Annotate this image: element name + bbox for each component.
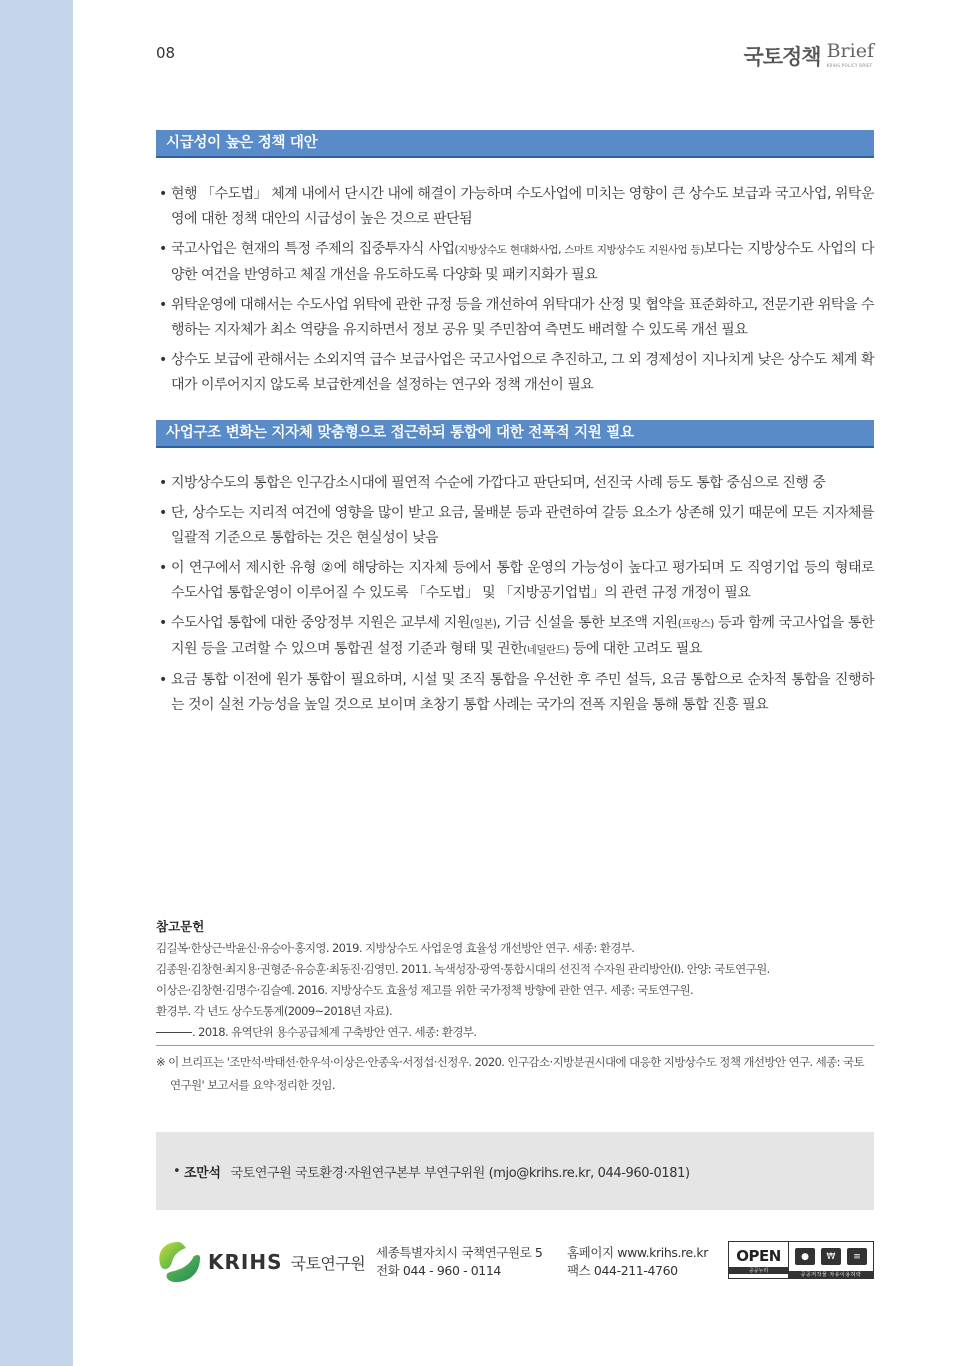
phone-text: 전화 044 - 960 - 0114 [376,1263,501,1278]
list-item: • 상수도 보급에 관해서는 소외지역 급수 보급사업은 국고사업으로 추진하고, 그 외 경제성이 지나치게 낮은 상수도 체계 확대가 이루어지지 않도록 보급한계선을 설정하는 연구와 정책 개선이 필요 [156,348,874,398]
open-license-label: OPEN [736,1246,781,1265]
list-item: • 현행 「수도법」 체계 내에서 단시간 내에 해결이 가능하며 수도사업에 미치는 영향이 큰 상수도 보급과 국고사업, 위탁운영에 대한 정책 대안의 시급성이 높은 것으로 판단됨 [156,182,874,232]
reference-item: . 2018. 유역단위 용수공급체계 구축방안 연구. 세종: 환경부. [156,1022,874,1043]
address-text: 세종특별자치시 국책연구원로 5 [376,1245,543,1260]
no-derivatives-icon: ≡ [847,1248,867,1265]
noncommercial-icon: ₩ [821,1248,841,1265]
open-license-sub: 공공누리 [729,1267,788,1274]
reference-item: 이상은·김창현·김명수·김슬예. 2016. 지방상수도 효율성 제고를 위한 국가정책 방향에 관한 연구. 세종: 국토연구원. [156,983,694,997]
brand-name-en: Brief [826,40,874,62]
attribution-icon: ● [795,1248,815,1265]
author-box: • 조만석 국토연구원 국토환경·자원연구본부 부연구위원 (mjo@krihs.re.kr, 044-960-0181) [156,1132,874,1210]
urgent-alternatives-list [156,182,874,403]
list-item: • 수도사업 통합에 대한 중앙정부 지원은 교부세 지원(일본), 기금 신설을 통한 보조액 지원(프랑스) 등과 함께 국고사업을 통한 지원 등을 고려할 수 있으며 통합권 설정 기준과 형태 및 권한(네덜란드) 등에 대한 고려도 필요 [156,611,874,663]
org-name-en: KRIHS [208,1250,283,1274]
brand-tagline: KRIHS POLICY BRIEF [826,63,873,68]
list-item: • 국고사업은 현재의 특정 주제의 집중투자식 사업(지방상수도 현대화사업, 스마트 지방상수도 지원사업 등)보다는 지방상수도 사업의 다양한 여건을 반영하고 체질 개선을 유도하도록 다양화 및 패키지화가 필요 [156,237,874,288]
left-side-bar [0,0,73,1366]
list-item: • 지방상수도의 통합은 인구감소시대에 필연적 수순에 가깝다고 판단되며, 선진국 사례 등도 통합 중심으로 진행 중 [156,471,874,496]
fax-text: 팩스 044-211-4760 [567,1263,678,1278]
reference-item: 환경부. 각 년도 상수도통계(2009~2018년 자료). [156,1004,392,1018]
references-list [156,938,874,1043]
reference-item: 김길복·한상근·박윤신·유승아·홍지영. 2019. 지방상수도 사업운영 효율성 개선방안 연구. 세종: 환경부. [156,941,635,955]
krihs-logo-icon [156,1240,202,1284]
structure-change-list [156,471,874,723]
list-item: • 단, 상수도는 지리적 여건에 영향을 많이 받고 요금, 물배분 등과 관련하여 갈등 요소가 상존해 있기 때문에 모든 지자체를 일괄적 기준으로 통합하는 것은 현실성이 낮음 [156,501,874,551]
references-title: 참고문헌 [156,919,205,934]
list-item: • 이 연구에서 제시한 유형 ②에 해당하는 지자체 등에서 통합 운영의 가능성이 높다고 평가되며 도 직영기업 등의 형태로 수도사업 통합운영이 이루어질 수 있도록 「수도법」 및 「지방공기업법」의 관련 규정 개정이 필요 [156,556,874,606]
contact-web [567,1244,708,1280]
page-number: 08 [156,44,176,62]
source-note: ※ 이 브리프는 '조만석·박태선·한우석·이상은·안종욱·서정섭·신정우. 2020. 인구감소·지방분권시대에 대응한 지방상수도 정책 개선방안 연구. 세종: 국토연구원' 보고서를 요약·정리한 것임. [156,1055,864,1092]
krihs-logo [156,1240,365,1284]
ditto-line [156,1032,192,1033]
open-license-badge [728,1241,874,1279]
section-heading-structure-change: 사업구조 변화는 지자체 맞춤형으로 접근하되 통합에 대한 전폭적 지원 필요 [156,420,874,448]
homepage-text: 홈페이지 www.krihs.re.kr [567,1245,708,1260]
org-name-ko: 국토연구원 [290,1253,366,1273]
divider [156,1045,874,1046]
reference-item: 김종원·김창현·최지용·권형준·유승훈·최동진·김영민. 2011. 녹색성장·광역·통합시대의 선진적 수자원 관리방안(I). 안양: 국토연구원. [156,962,770,976]
contact-address [376,1244,542,1280]
section-heading-urgent-alternatives: 시급성이 높은 정책 대안 [156,130,874,158]
list-item: • 요금 통합 이전에 원가 통합이 필요하며, 시설 및 조직 통합을 우선한 후 주민 설득, 요금 통합으로 순차적 통합을 진행하는 것이 실천 가능성을 높일 것으로 보이며 초창기 통합 사례는 국가의 전폭 지원을 통해 통합 진흥 필요 [156,668,874,718]
open-license-caption: 공공저작물 자유이용허락 [789,1271,873,1278]
author-affiliation: 국토연구원 국토환경·자원연구본부 부연구위원 (mjo@krihs.re.kr, 044-960-0181) [230,1165,690,1181]
brand-name-ko: 국토정책 [743,45,821,69]
author-name: 조만석 [184,1165,221,1181]
brand-header [743,42,874,68]
list-item: • 위탁운영에 대해서는 수도사업 위탁에 관한 규정 등을 개선하여 위탁대가 산정 및 협약을 표준화하고, 전문기관 위탁을 수행하는 지자체가 최소 역량을 유지하면서 정보 공유 및 주민참여 측면도 배려할 수 있도록 개선 필요 [156,293,874,343]
